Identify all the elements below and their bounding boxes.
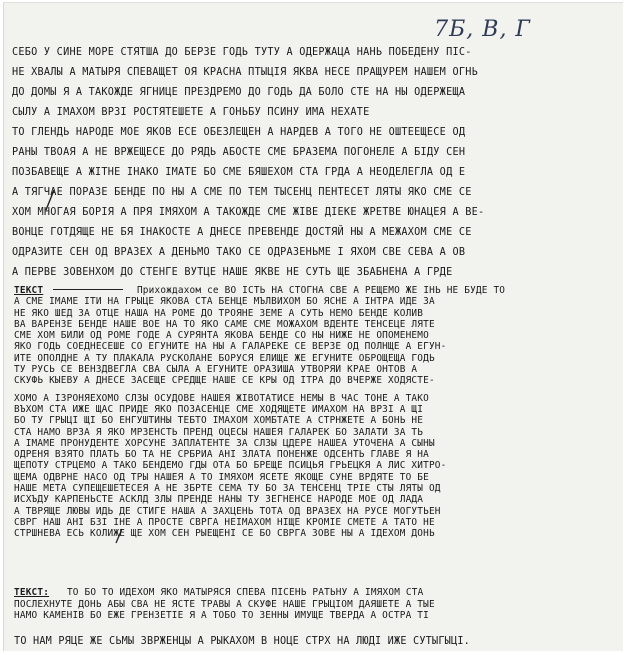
text-line: ВА ВАРЕНЗЕ БЕНДЕ НАШЕ ВОЕ НА ТО ЯКО САМЕ СМЕ МОЖАХОМ ВДЕНТЕ ТЕНСЕЦЕ ЛЯТЕ [14, 318, 435, 330]
text-line: ИСХЪДУ КАРПЕНЬСТЕ АСКЛД ЗЛЫ ПРЕНДЕ НАНЫ ТУ ЗЕГНЕНСЕ НАРОДЕ МОЕ ОД ЛАДА [14, 494, 424, 506]
text-line: НЕ ХВАЛЫ А МАТЫРЯ СПЕВАЩЕТ ОЯ КРАСНА ПТЫЦІЯ ЯКВА НЕСЕ ПРАЩУРЕМ НАШЕМ ОГНЬ [12, 67, 478, 78]
text-label: ТЕКСТ: [14, 587, 50, 598]
text-label: ТЕКСТ [14, 285, 44, 296]
text-line: ТУ РУСЬ СЕ ВЕНЗДВЕГЛА СВА СЫЛА А ЕГУНИТЕ ОРАЗИША УТВОРЯЙ КРАЕ ОНТОВ А [14, 364, 418, 376]
text-line: ЩЕПОТУ СТРЦЕМО А ТАКО БЕНДЕМО ГДЫ ОТА БО БРЕЩЕ ПСИЦЬЯ ГРЬЕЦКЯ А ЛИС ХИТРО- [14, 460, 447, 472]
text-line: ВЪХОМ СТА ИЖЕ ЩАС ПРИДЕ ЯКО ПОЗАСЕНЦЕ СМЕ ХОДЯЩЕТЕ ИМАХОМ НА ВРЗІ А ЩІ [14, 403, 424, 415]
text-line: ЩЕМА ОДВРНЕ НАСО ОД ТРЫ НАШЕЯ А ТО ІМЯХОМ ЯСЕТЕ ЯКОЩЕ СУНЕ ВРДЯТЕ ТО БЕ [14, 471, 429, 483]
text-line: СМЕ ХОМ БИЛИ ОД РОМЕ ГОДЕ А СУРЯНТА ЯКОВА БЕНДЕ СО НЫ НИЖЕ НЕ ОПОМЕНЕМО [14, 330, 429, 342]
text-line: НАМО КАМЕНІВ БО ЕЖЕ ГРЕНЗЕТІЕ Я А ТОБО ТО ЗЕННЫ ИМУЩЕ ТВЕРДА А ОСТРА ТІ [14, 610, 429, 621]
text-line-rest: ТО БО ТО ИДЕХОМ ЯКО МАТЫРЯСЯ СПЕВА ПІСЕНЬ РАТЬНУ А ІМЯХОМ СТА [66, 587, 424, 598]
page-mark: 7Б, В, Г [434, 17, 531, 42]
handwritten-slash-mark [44, 189, 56, 211]
text-line [14, 587, 614, 599]
text-line: РАНЫ ТВОАЯ А НЕ ВРЖЕЩЕСЕ ДО РЯДЬ АБОСТЕ СМЕ БРАЗЕМА ПОГОНЕЛЕ А БІДУ СЕН [12, 147, 466, 158]
text-line: ВОНЦЕ ГОТДЯЩЕ НЕ БЯ ІНАКОСТЕ А ДНЕСЕ ПРЕВЕНДЕ ДОСТЯЙ НЫ А МЕЖАХОМ СМЕ СЕ [12, 227, 472, 238]
text-line: СВРГ НАШ АНІ БЗІ ІНЕ А ПРОСТЕ СВРГА НЕІМАХОМ НІЩЕ КРОМІЕ СМЕТЕ А ТАТО НЕ [14, 516, 435, 528]
text-line: ХОМО А ІЗРОНЯЕХОМО СЛЗЫ ОСУДОВЕ НАШЕЯ ЖІВОТАТИСЕ НЕМЫ В ЧАС ТОНЕ А ТАКО [14, 392, 429, 404]
text-line: ДО ДОМЫ Я А ТАКОЖДЕ ЯГНИЦЕ ПРЕЗДРЕМО ДО ГОДЬ ДА БОЛО СТЕ НА НЫ ОДЕРЖЕЩА [12, 87, 466, 98]
typewritten-page [3, 2, 623, 651]
underline-rule [53, 289, 123, 290]
text-line: А ІМАМЕ ПРОНУДЕНТЕ ХОРСУНЕ ЗАПЛАТЕНТЕ ЗА СЛЗЫ ЦДЕРЕ НАШЕА УТОЧЕНА А СЫНЫ [14, 437, 435, 449]
text-section-3 [14, 587, 614, 647]
text-line: А СМЕ ІМАМЕ ІТИ НА ГРЫЦЕ ЯКОВА СТА БЕНЦЕ МЪЛВИХОМ БО ЯСНЕ А ІНТРА ИДЕ ЗА [14, 296, 435, 308]
text-line: БО ТУ ГРЫЦІ ЩІ БО ЕНГУШТИНЫ ТЕБТО ІМАХОМ ХОМБТАТЕ А СТРНЖЕТЕ А БОНЬ НЕ [14, 415, 424, 427]
text-line: СТА НАМО ВРЗА Я ЯКО МРЗЕНСТЬ ПРЕНД ОЦЕСЫ НАШЕЯ ГАЛАРЕК БО ЗАЛАТИ ЗА ТЬ [14, 426, 424, 438]
text-line: ТО ГЛЕНДЬ НАРОДЕ МОЕ ЯКОВ ЕСЕ ОБЕЗЛЕЩЕН А НАРДЕВ А ТОГО НЕ ОШТЕЕЩЕСЕ ОД [12, 127, 466, 138]
text-line: СТРШНЕВА ЕСЬ КОЛИЖЕ ЩЕ ХОМ СЕН РЫЕЩЕНІ СЕ БО СВРГА ЗОВЕ НЫ А ІДЕХОМ ДОНЬ [14, 528, 435, 540]
text-line: НАШЕ МЕТА СУПЕЩЕШЕТЕСЕЯ А НЕ ЗБРТЕ СЕМА ТУ БО ЗА ТЕНСЕНЦ ТРІЕ СТЫ ЛЯТЫ ОД [14, 483, 441, 495]
text-line: ОДРЕНЯ ВЗЯТО ПЛАТЬ БО ТА НЕ СРБРИА АНІ ЗЛАТА ПОНЕНЖЕ ОДСЕНТЬ ГЛАВЕ Я НА [14, 449, 429, 461]
text-line: ИТЕ ОПОЛДНЕ А ТУ ПЛАКАЛА РУСКОЛАНЕ БОРУСЯ ЕЛИЩЕ ЖЕ ЕГУНИТЕ ОБРОЩЕЩА ГОДЬ [14, 352, 435, 364]
text-line: ТО НАМ РЯЦЕ ЖЕ СЬМЫ ЗВРЖЕНЦЫ А РЫКАХОМ В НОЦЕ СТРХ НА ЛЮДІ ИЖЕ СУТЫГЫЦІ. [14, 635, 471, 647]
handwritten-slash-mark [114, 528, 124, 544]
text-line: СЕБО У СИНЕ МОРЕ СТЯТША ДО БЕРЗЕ ГОДЬ ТУТУ А ОДЕРЖАЦА НАНЬ ПОБЕДЕНУ ПІС- [12, 47, 472, 58]
text-line: НЕ ЯКО ШЕД ЗА ОТЦЕ НАША НА РОМЕ ДО ТРОЯНЕ ЗЕМЕ А СУТЬ НЕМО БЕНДЕ КОЛИВ [14, 307, 424, 319]
text-line: ОДРАЗИТЕ СЕН ОД ВРАЗЕХ А ДЕНЬМО ТАКО СЕ ОДРАЗЕНЬМЕ І ЯХОМ СВЕ СЕВА А ОВ [12, 247, 466, 258]
text-line: А ТВРЯЩЕ ЛЮВЫ ИДЬ ДЕ СТИГЕ НАША А ЗАХЦЕНЬ ТОТА ОД ВРАЗЕХ НА РУСЕ МОГУТЬЕН [14, 505, 441, 517]
text-line [14, 285, 614, 296]
text-line: ЯКО ГОДЬ СОЕДНЕСЕШЕ СО ЕГУНИТЕ НА НЫ А ГАЛАРЕКЕ СЕ ВЕРЗЕ ОД ПОЛНЩЕ А ЕГУН- [14, 341, 447, 353]
text-line: ХОМ МНОГАЯ БОРІЯ А ПРЯ ІМЯХОМ А ТАКОЖДЕ СМЕ ЖІВЕ ДІЕКЕ ЖРЕТВЕ ЮНАЦЕЯ А ВЕ- [12, 207, 485, 218]
text-line-rest: Прихождахом се ВО ІСТЬ НА СТОГНА СВЕ А РЕЩЕМО ЖЕ ІНЬ НЕ БУДЕ ТО [136, 285, 506, 296]
text-line: ПОСЛЕХНУТЕ ДОНЬ АБЫ СВА НЕ ЯСТЕ ТРАВЫ А СКУФЕ НАШЕ ГРЫЦІОМ ДАЯШЕТЕ А ТЫЕ [14, 598, 435, 610]
text-line: СКУФЬ КЫЕВУ А ДНЕСЕ ЗАСЕЩЕ СРЕДЩЕ НАШЕ СЕ КРЫ ОД ІТРА ДО ВЧЕРЖЕ ХОДЯСТЕ- [14, 375, 435, 387]
text-line: А ТЯГЧАЕ ПОРАЗЕ БЕНДЕ ПО НЫ А СМЕ ПО ТЕМ ТЫСЕНЦ ПЕНТЕСЕТ ЛЯТЫ ЯКО СМЕ СЕ [12, 187, 472, 198]
text-line: А ПЕРВЕ ЗОВЕНХОМ ДО СТЕНГЕ ВУТЦЕ НАШЕ ЯКВЕ НЕ СУТЬ ЩЕ ЗБАБНЕНА А ГРДЕ [12, 267, 453, 278]
text-section-2 [14, 285, 614, 540]
text-line: ПОЗБАВЕЩЕ А ЖІТНЕ ІНАКО ІМАТЕ БО СМЕ БЯШЕХОМ СТА ГРДА А НЕОДЕЛЕГЛА ОД Е [12, 167, 466, 178]
text-section-1 [12, 43, 614, 283]
text-line: СЫЛУ А ІМАХОМ ВРЗІ РОСТЯТЕШЕТЕ А ГОНЬБУ ПСИНУ ИМА НЕХАТЕ [12, 107, 370, 118]
